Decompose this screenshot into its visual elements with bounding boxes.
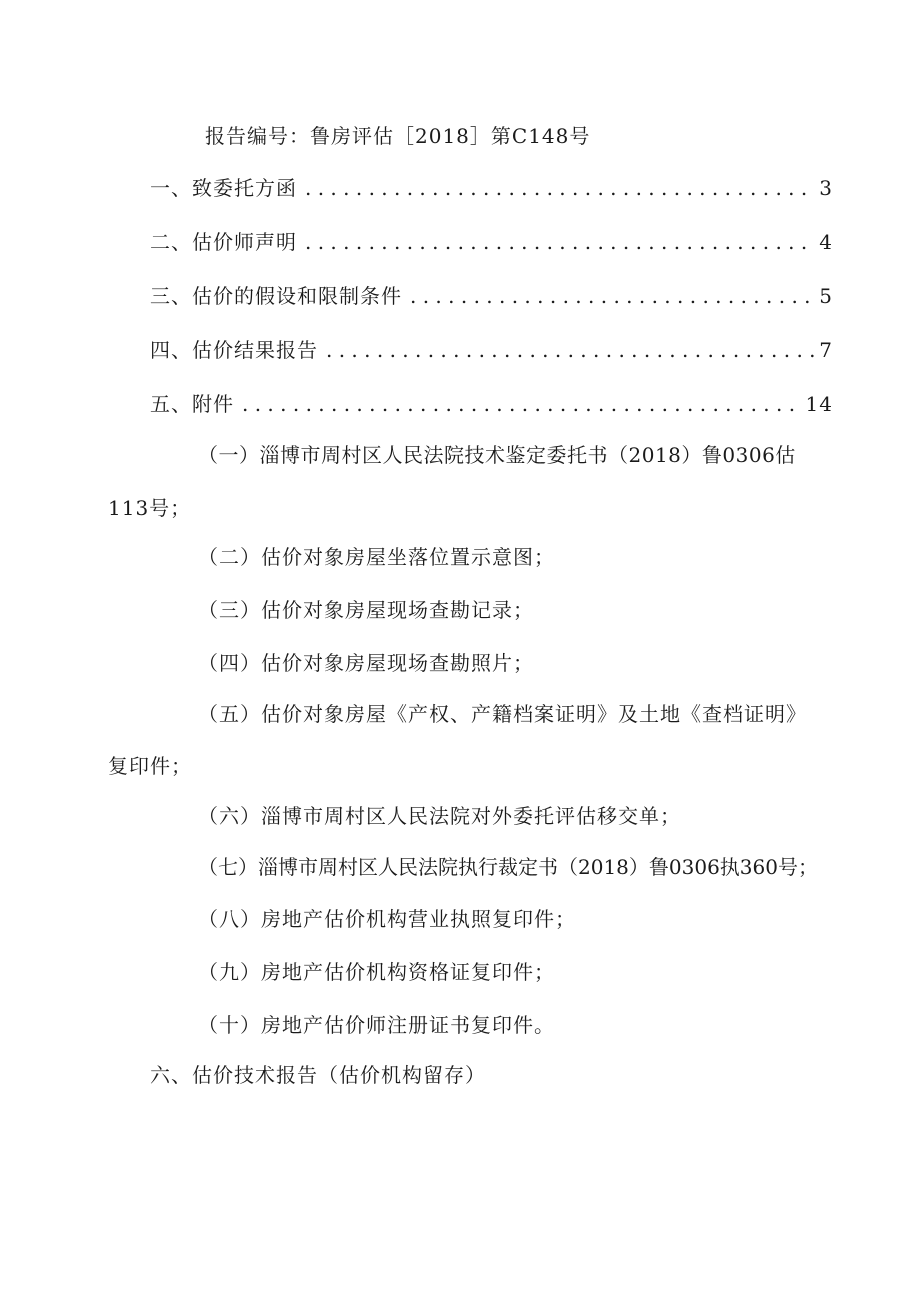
toc-page-number: 3 <box>819 176 833 200</box>
toc-page-number: 7 <box>819 338 833 362</box>
section-6-technical-report: 六、估价技术报告（估价机构留存） <box>150 1063 486 1087</box>
attachment-9: （九）房地产估价机构资格证复印件； <box>198 960 555 984</box>
toc-page-number: 4 <box>819 230 833 254</box>
attachment-10: （十）房地产估价师注册证书复印件。 <box>198 1013 555 1037</box>
report-number: 报告编号：鲁房评估［2018］第C148号 <box>205 124 591 148</box>
toc-entry-4[interactable] <box>150 336 833 364</box>
toc-leader <box>242 390 802 418</box>
toc-leader <box>326 336 815 364</box>
toc-leader <box>410 282 815 310</box>
toc-label: 三、估价的假设和限制条件 <box>150 284 402 308</box>
toc-entry-1[interactable] <box>150 174 833 202</box>
attachment-2: （二）估价对象房屋坐落位置示意图； <box>198 545 555 569</box>
attachment-4: （四）估价对象房屋现场查勘照片； <box>198 651 534 675</box>
toc-leader <box>305 228 815 256</box>
toc-page-number: 14 <box>805 392 833 416</box>
attachment-8: （八）房地产估价机构营业执照复印件； <box>198 907 576 931</box>
toc-label: 四、估价结果报告 <box>150 338 318 362</box>
attachment-5-line-1: （五）估价对象房屋《产权、产籍档案证明》及土地《查档证明》 <box>198 702 807 726</box>
toc-entry-3[interactable] <box>150 282 833 310</box>
attachment-5-line-2: 复印件； <box>108 754 192 778</box>
attachment-6: （六）淄博市周村区人民法院对外委托评估移交单； <box>198 804 681 828</box>
toc-label: 一、致委托方函 <box>150 176 297 200</box>
attachment-1-line-2: 113号； <box>108 496 192 520</box>
toc-leader <box>305 174 815 202</box>
attachment-1-line-1: （一）淄博市周村区人民法院技术鉴定委托书（2018）鲁0306估 <box>198 443 796 467</box>
toc-page-number: 5 <box>819 284 833 308</box>
toc-entry-2[interactable] <box>150 228 833 256</box>
toc-entry-5[interactable] <box>150 390 833 418</box>
attachment-7: （七）淄博市周村区人民法院执行裁定书（2018）鲁0306执360号； <box>198 855 818 879</box>
toc-label: 二、估价师声明 <box>150 230 297 254</box>
attachment-3: （三）估价对象房屋现场查勘记录； <box>198 598 534 622</box>
toc-label: 五、附件 <box>150 392 234 416</box>
